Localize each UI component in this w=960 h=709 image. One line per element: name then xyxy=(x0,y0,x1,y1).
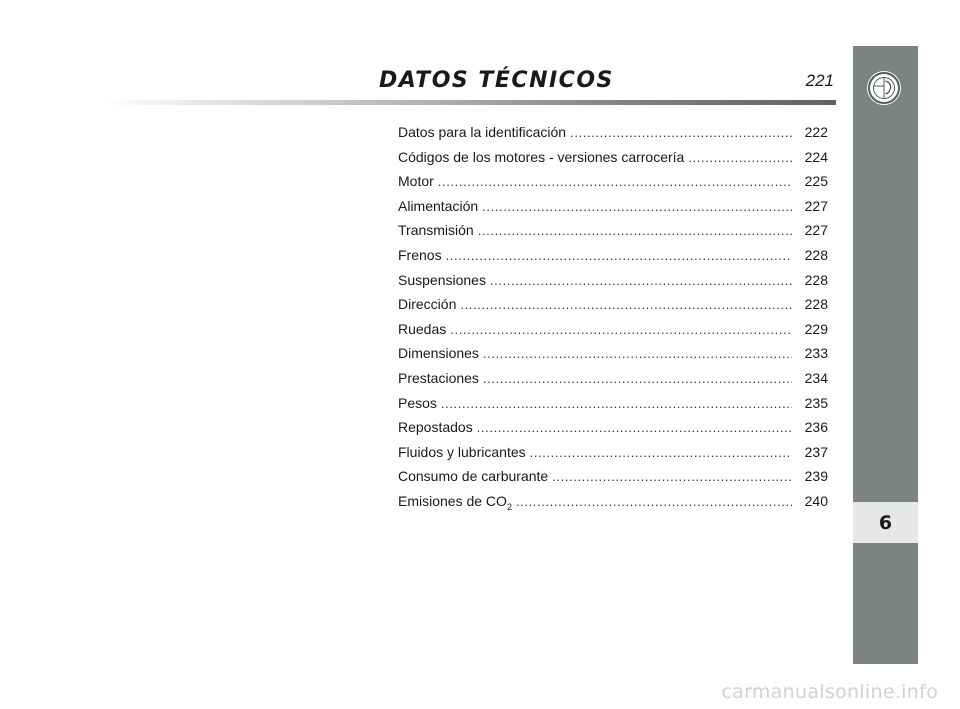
toc-item-page: 233 xyxy=(804,345,828,362)
toc-leader xyxy=(477,420,792,435)
toc-leader xyxy=(482,199,792,214)
toc-item-page: 240 xyxy=(804,492,828,509)
toc-item-page: 236 xyxy=(804,419,828,436)
toc-item-label: Motor xyxy=(398,173,434,190)
toc-item-transmision[interactable] xyxy=(398,222,828,247)
brand-logo-icon xyxy=(866,70,902,106)
toc-item-label: Frenos xyxy=(398,246,442,263)
toc-item-pesos[interactable] xyxy=(398,395,828,420)
toc-item-emisiones-co2[interactable] xyxy=(398,493,828,518)
toc-item-label: Suspensiones xyxy=(398,271,486,288)
toc-item-label: Ruedas xyxy=(398,320,447,337)
toc-leader xyxy=(570,125,792,140)
toc-leader xyxy=(530,445,792,460)
toc-item-alimentacion[interactable] xyxy=(398,198,828,223)
toc-item-label: Fluidos y lubricantes xyxy=(398,443,526,460)
toc-leader xyxy=(450,322,792,337)
toc-item-page: 235 xyxy=(804,394,828,411)
chapter-side-tab xyxy=(853,46,918,664)
toc-item-label: Pesos xyxy=(398,394,437,411)
page-number: 221 xyxy=(805,71,834,90)
toc-leader xyxy=(483,346,792,361)
toc-leader xyxy=(446,248,792,263)
toc-item-label: Códigos de los motores - versiones carrocería xyxy=(398,148,685,165)
toc-item-page: 227 xyxy=(804,197,828,214)
toc-item-page: 228 xyxy=(804,246,828,263)
toc-item-label: Dirección xyxy=(398,296,457,313)
toc-item-label: Transmisión xyxy=(398,222,474,239)
toc-item-frenos[interactable] xyxy=(398,247,828,272)
toc-item-page: 228 xyxy=(804,271,828,288)
toc-item-ruedas[interactable] xyxy=(398,321,828,346)
toc-item-page: 228 xyxy=(804,296,828,313)
toc-item-page: 229 xyxy=(804,320,828,337)
toc-item-page: 227 xyxy=(804,222,828,239)
toc-leader xyxy=(483,371,792,386)
toc-item-fluidos-lubricantes[interactable] xyxy=(398,444,828,469)
toc-leader xyxy=(552,469,792,484)
toc-item-page: 224 xyxy=(804,148,828,165)
toc-item-page: 239 xyxy=(804,468,828,485)
toc-item-label: Datos para la identificación xyxy=(398,124,567,140)
table-of-contents xyxy=(398,124,828,518)
toc-leader xyxy=(478,223,792,238)
toc-item-label xyxy=(398,493,512,512)
page-title: DATOS TÉCNICOS xyxy=(379,68,614,93)
toc-item-label-text: Emisiones de CO xyxy=(398,492,507,509)
toc-leader xyxy=(460,297,792,312)
toc-item-page: 225 xyxy=(804,173,828,190)
toc-item-page: 234 xyxy=(804,369,828,386)
toc-leader xyxy=(438,174,792,189)
toc-item-direccion[interactable] xyxy=(398,296,828,321)
toc-item-suspensiones[interactable] xyxy=(398,272,828,297)
toc-leader xyxy=(516,494,792,509)
toc-leader xyxy=(688,150,792,165)
watermark-text: carmanualsonline.info xyxy=(721,681,938,703)
toc-item-page: 222 xyxy=(804,124,828,140)
toc-item-label: Prestaciones xyxy=(398,369,479,386)
toc-item-label-subscript: 2 xyxy=(506,501,512,512)
toc-item-prestaciones[interactable] xyxy=(398,370,828,395)
toc-leader xyxy=(441,396,792,411)
toc-item-datos-identificacion[interactable] xyxy=(398,124,828,149)
toc-item-codigos-motores[interactable] xyxy=(398,149,828,174)
toc-item-label: Dimensiones xyxy=(398,345,479,362)
chapter-number: 6 xyxy=(853,502,918,543)
toc-item-label: Alimentación xyxy=(398,197,479,214)
toc-item-motor[interactable] xyxy=(398,173,828,198)
toc-leader xyxy=(490,273,792,288)
toc-item-repostados[interactable] xyxy=(398,419,828,444)
toc-item-dimensiones[interactable] xyxy=(398,345,828,370)
toc-item-label: Consumo de carburante xyxy=(398,468,549,485)
header-rule xyxy=(100,100,836,105)
toc-item-consumo-carburante[interactable] xyxy=(398,468,828,493)
toc-item-label: Repostados xyxy=(398,419,473,436)
toc-item-page: 237 xyxy=(804,443,828,460)
